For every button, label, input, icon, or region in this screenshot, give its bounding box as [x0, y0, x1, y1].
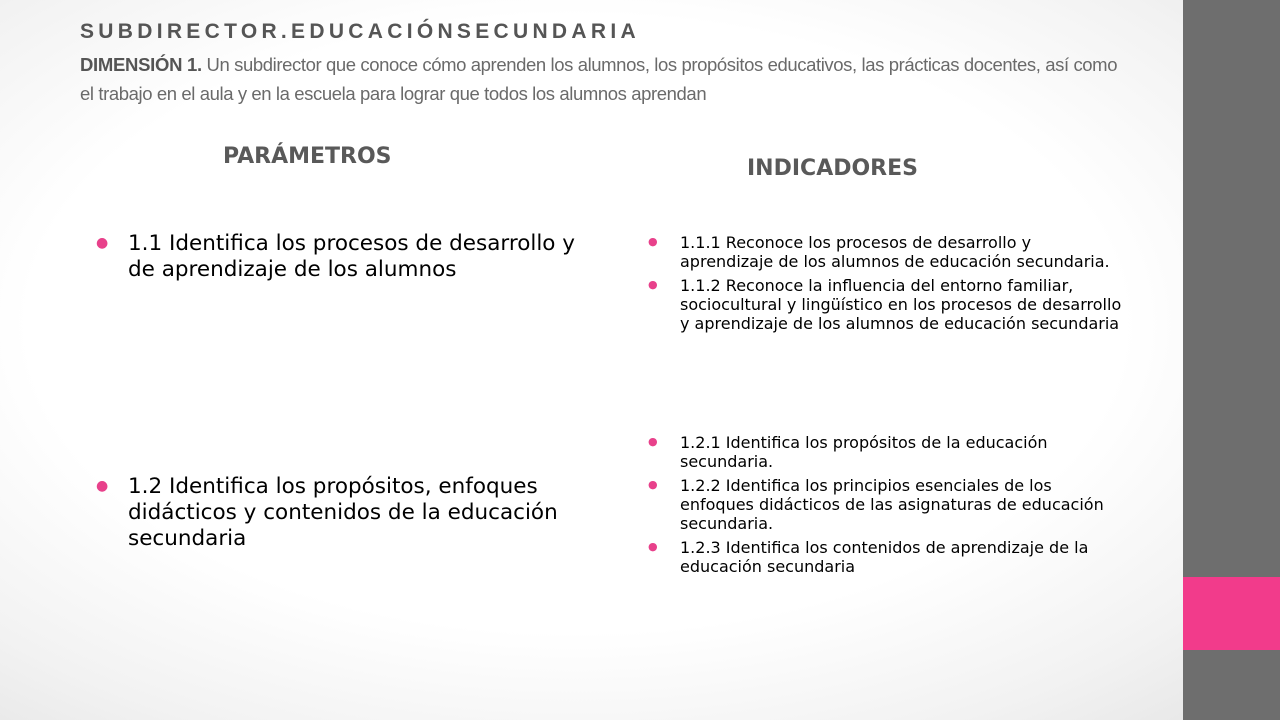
bullet-dot-icon: ●	[96, 235, 109, 251]
indicador-list-2	[648, 433, 1128, 581]
bullet-dot-icon: ●	[96, 478, 109, 494]
bullet-dot-icon: ●	[648, 235, 658, 248]
parametro-item	[96, 231, 576, 283]
parametro-item	[96, 474, 576, 552]
bullet-dot-icon: ●	[648, 435, 658, 448]
indicador-list-1	[648, 233, 1128, 338]
bullet-dot-icon: ●	[648, 478, 658, 491]
indicador-text: 1.1.2 Reconoce la influencia del entorno familiar, sociocultural y lingüístico en los procesos de desarrollo y aprendizaje de los alumnos de educación secundaria	[680, 276, 1122, 333]
dimension-label: DIMENSIÓN 1.	[80, 54, 202, 75]
parametro-text: 1.1 Identifica los procesos de desarrollo y de aprendizaje de los alumnos	[128, 231, 576, 282]
indicador-text: 1.2.2 Identifica los principios esenciales de los enfoques didácticos de las asignaturas de educación secundaria.	[680, 476, 1104, 533]
bullet-dot-icon: ●	[648, 278, 658, 291]
indicador-item	[648, 538, 1128, 576]
indicador-item	[648, 233, 1128, 271]
indicador-item	[648, 433, 1128, 471]
indicador-item	[648, 476, 1128, 533]
dimension-description	[80, 50, 1130, 108]
parametros-heading: PARÁMETROS	[223, 144, 392, 169]
indicador-text: 1.1.1 Reconoce los procesos de desarrollo y aprendizaje de los alumnos de educación secundaria.	[680, 233, 1110, 271]
bullet-dot-icon: ●	[648, 540, 658, 553]
accent-block	[1183, 577, 1280, 650]
indicadores-heading: INDICADORES	[747, 156, 918, 181]
parametro-list-2	[96, 474, 576, 552]
indicador-item	[648, 276, 1128, 333]
dimension-text: Un subdirector que conoce cómo aprenden los alumnos, los propósitos educativos, las prácticas docentes, así como el trabajo en el aula y en la escuela para lograr que todos los alumnos aprendan	[80, 54, 1118, 104]
indicador-text: 1.2.3 Identifica los contenidos de aprendizaje de la educación secundaria	[680, 538, 1089, 576]
slide-title: SUBDIRECTOR.EDUCACIÓNSECUNDARIA	[80, 20, 640, 43]
parametro-text: 1.2 Identifica los propósitos, enfoques didácticos y contenidos de la educación secundaria	[128, 474, 558, 551]
parametro-list-1	[96, 231, 576, 283]
indicador-text: 1.2.1 Identifica los propósitos de la educación secundaria.	[680, 433, 1048, 471]
